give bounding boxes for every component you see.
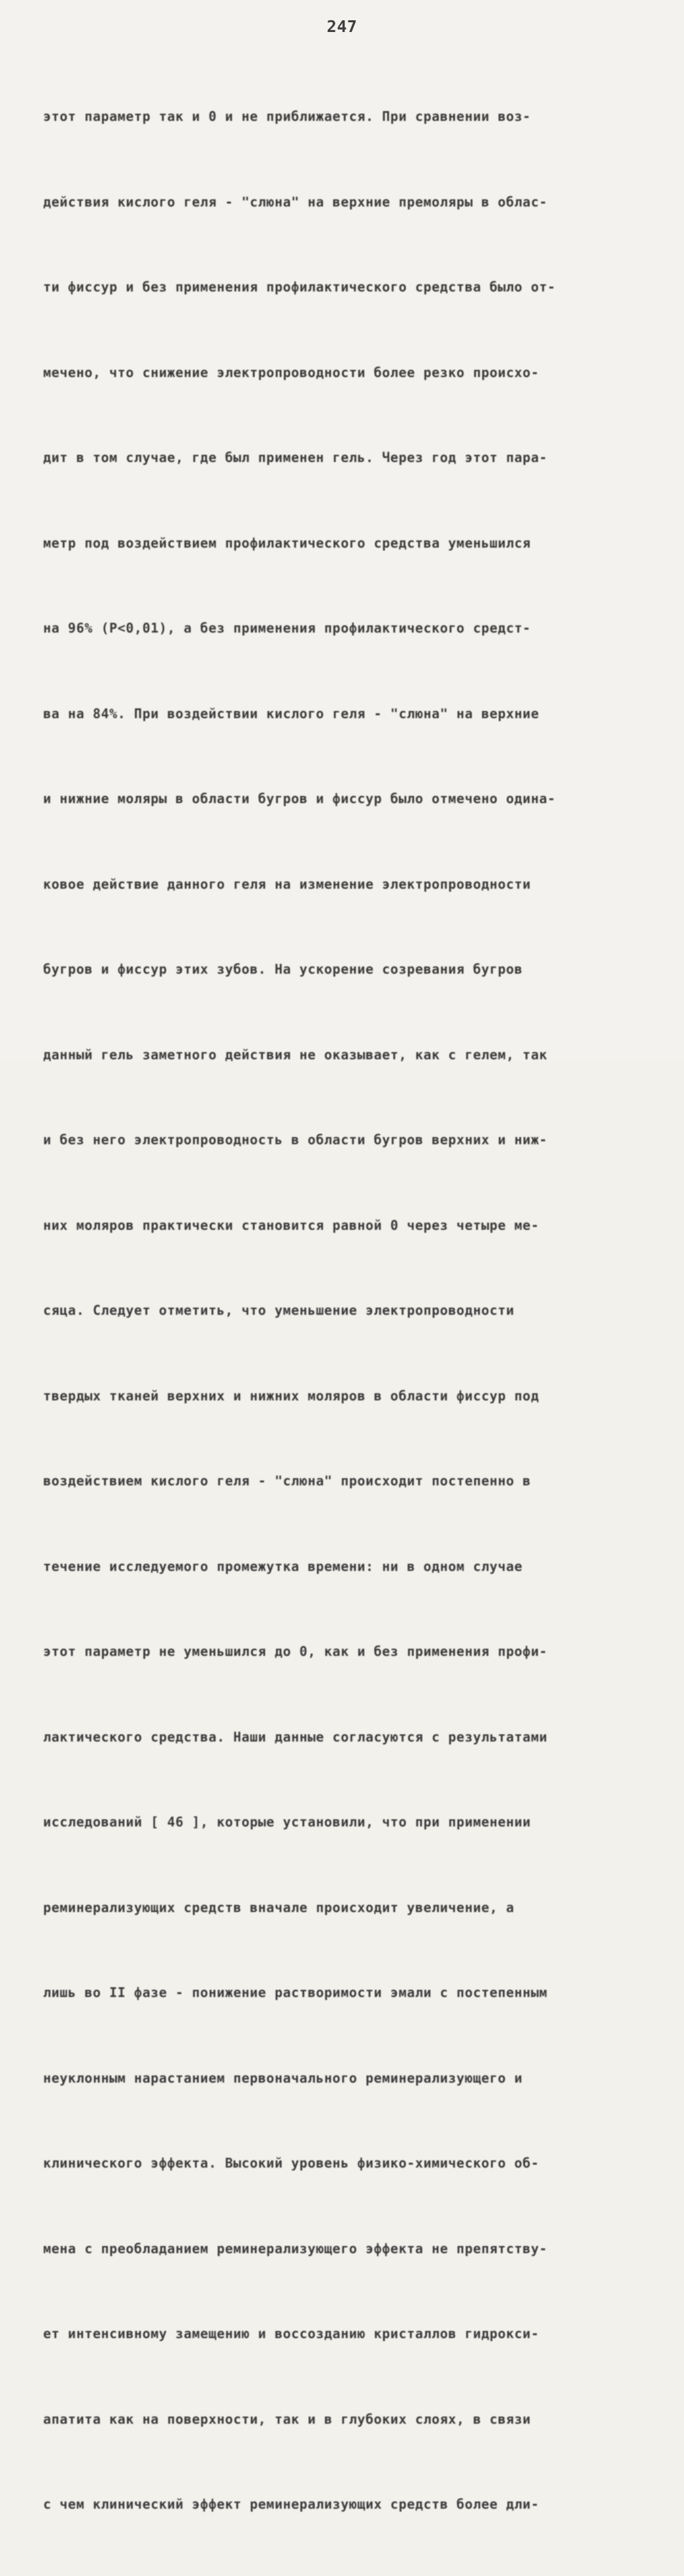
text-line: течение исследуемого промежутка времени: ни в одном случае (43, 1558, 523, 1574)
body-text (43, 46, 651, 2576)
text-line: твердых тканей верхних и нижних моляров в области фиссур под (43, 1387, 539, 1404)
text-line: данный гель заметного действия не оказывает, как с гелем, так (43, 1046, 548, 1063)
text-line: исследований [ 46 ], которые установили, что при применении (43, 1814, 531, 1830)
text-line: ковое действие данного геля на изменение электропроводности (43, 876, 531, 892)
text-line: этот параметр так и 0 и не приближается. При сравнении воз- (43, 108, 531, 124)
text-line: мечено, что снижение электропроводности более резко происхо- (43, 364, 539, 380)
text-line: и нижние моляры в области бугров и фиссур было отмечено одина- (43, 791, 556, 806)
text-line: мена с преобладанием реминерализующего эффекта не препятству- (43, 2240, 548, 2256)
text-line: дит в том случае, где был применен гель. Через год этот пара- (43, 450, 548, 465)
text-line: и без него электропроводность в области бугров верхних и ниж- (43, 1132, 548, 1148)
text-line: реминерализующих средств вначале происходит увеличение, а (43, 1899, 515, 1915)
text-line: лактического средства. Наши данные согласуются с результатами (43, 1728, 548, 1745)
text-line: ти фиссур и без применения профилактического средства было от- (43, 279, 556, 295)
text-line: апатита как на поверхности, так и в глубоких слоях, в связи (43, 2411, 531, 2427)
text-line: сяца. Следует отметить, что уменьшение электропроводности (43, 1302, 515, 1318)
text-line: ва на 84%. При воздействии кислого геля - "слюна" на верхние (43, 705, 539, 721)
text-line: лишь во II фазе - понижение растворимости эмали с постепенным (43, 1985, 548, 2000)
text-line: действия кислого геля - "слюна" на верхние премоляры в облас- (43, 193, 548, 210)
text-line: ет интенсивному замещению и воссозданию кристаллов гидрокси- (43, 2326, 539, 2341)
text-line: метр под воздействием профилактического средства уменьшился (43, 535, 531, 551)
text-line: с чем клинический эффект реминерализующих средств более дли- (43, 2496, 539, 2512)
page-number: 247 (326, 17, 358, 36)
text-line: клинического эффекта. Высокий уровень физико-химического об- (43, 2155, 539, 2171)
text-line: бугров и фиссур этих зубов. На ускорение созревания бугров (43, 961, 523, 977)
text-line: на 96% (P<0,01), а без применения профилактического средст- (43, 620, 531, 636)
text-line: этот параметр не уменьшился до 0, как и без применения профи- (43, 1643, 548, 1659)
text-line: неуклонным нарастанием первоначального реминерализующего и (43, 2070, 523, 2086)
text-line: них моляров практически становится равной 0 через четыре ме- (43, 1217, 539, 1233)
text-line: воздействием кислого геля - "слюна" происходит постепенно в (43, 1473, 531, 1489)
